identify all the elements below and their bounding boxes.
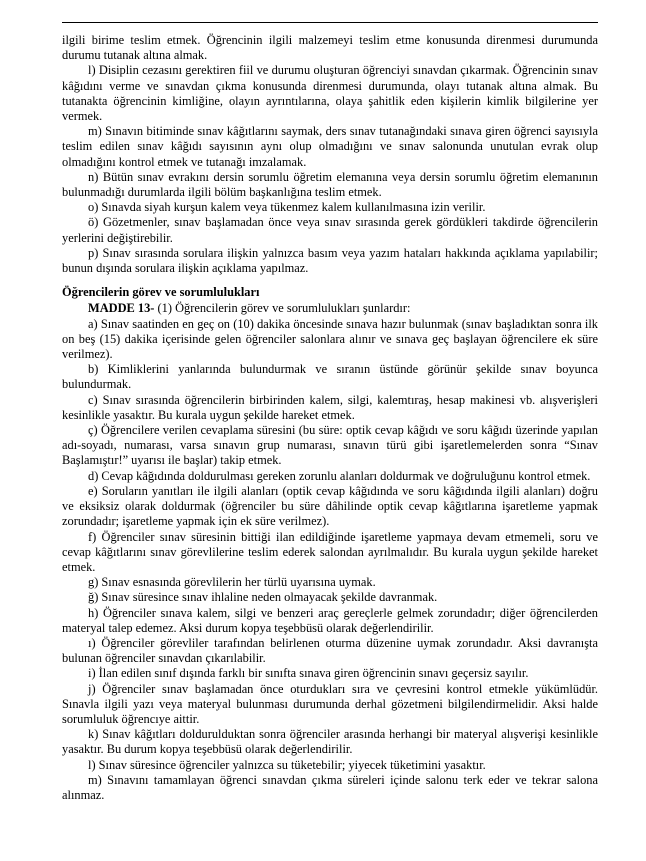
madde-label: MADDE 13- [88, 301, 155, 316]
item-cc: ç) Öğrencilere verilen cevaplama süresini (bu süre: optik cevap kâğıdı ve soru kâğıdı üzerinde yapılan adı-soyadı, numarası, varsa sınavın grup numarası, sınavın türü gibi işaretlemelerden sonra “Sınav Başlamıştır!” uyarısı ile başlar) takip etmek. [62, 423, 598, 468]
item-i2: i) İlan edilen sınıf dışında farklı bir sınıfta sınava giren öğrencinin sınavı geçersiz sayılır. [88, 666, 529, 681]
paragraph-m: m) Sınavın bitiminde sınav kâğıtlarını saymak, ders sınav tutanağındaki sınava giren öğrenci sayısıyla teslim edilen sınav kâğıdı sayısının aynı olup olmadığını ve sınav salonunda unutulan evrak olup olmadığını kontrol etmek ve tutanağı imzalamak. [62, 124, 598, 169]
item-g: g) Sınav esnasında görevlilerin her türlü uyarısına uymak. [88, 575, 376, 590]
item-m: m) Sınavını tamamlayan öğrenci sınavdan çıkma süreleri içinde salonu terk eder ve tekrar salona alınmaz. [62, 772, 598, 802]
header-divider [62, 22, 598, 23]
item-c: c) Sınav sırasında öğrencilerin birbirinden kalem, silgi, kalemtıraş, hesap makinesi vb. alışverişleri kesinlikle yasaktır. Bu kurala uygun şekilde hareket etmek. [62, 392, 598, 422]
paragraph-n: n) Bütün sınav evrakını dersin sorumlu öğretim elemanına veya dersin sorumlu öğretim elemanının bulunmadığı durumlarda ilgili bölüm başkanlığına teslim etmek. [62, 169, 598, 200]
paragraph-p: p) Sınav sırasında sorulara ilişkin yalnızca basım veya yazım hataları hakkında açıklama yapılabilir; bunun dışında sorulara ilişkin açıklama yapılmaz. [62, 245, 598, 276]
item-e: e) Soruların yanıtları ile ilgili alanları (optik cevap kâğıdında ve soru kâğıdında ilgili alanları) doğru ve eksiksiz olarak doldurmak (öğrenciler bu süre dâhilinde optik cevap kâğıtlarına işaretleme yapmak zorundadır; işaretleme yapmak için ek süre verilmez). [62, 483, 598, 529]
item-gg: ğ) Sınav süresince sınav ihlaline neden olmayacak şekilde davranmak. [88, 590, 438, 605]
paragraph-l: l) Disiplin cezasını gerektiren fiil ve durumu oluşturan öğrenciyi sınavdan çıkarmak. Öğrencinin sınav kâğıdını verme ve sınavdan çıkma konusunda direnmesi durumunda, olayı tutanak altına almak. Bu tutanakta öğrencinin kimliğine, olayın ayrıntılarına, olaya şahitlik eden kişilerin kimlik bilgilerine yer vermek. [62, 63, 598, 124]
item-l: l) Sınav süresince öğrenciler yalnızca su tüketebilir; yiyecek tüketimini yasaktır. [88, 757, 486, 772]
section-heading: Öğrencilerin görev ve sorumlulukları [62, 285, 260, 300]
item-h: h) Öğrenciler sınava kalem, silgi ve benzeri araç gereçlerle gelmek zorundadır; diğer öğrencilerden materyal talep edemez. Aksi durum kopya teşebbüsü olarak değerlendirilir. [62, 605, 598, 635]
item-f: f) Öğrenciler sınav süresinin bittiği ilan edildiğinde işaretleme yapmaya devam etmemeli, soru ve cevap kâğıtlarını sınav görevlilerine teslim ederek salondan ayrılmalıdır. Bu kurala uygun şekilde hareket etmek. [62, 529, 598, 574]
item-d: d) Cevap kâğıdında doldurulması gereken zorunlu alanları doldurmak ve doğruluğunu kontrol etmek. [88, 468, 591, 483]
item-b: b) Kimliklerini yanlarında bulundurmak ve sıranın üstünde görünür şekilde sınav boyunca bulundurmak. [62, 362, 598, 392]
paragraph-oo: ö) Gözetmenler, sınav başlamadan önce veya sınav sırasında gerek gördükleri takdirde öğrencilerin yerlerini değiştirebilir. [62, 215, 598, 245]
item-a: a) Sınav saatinden en geç on (10) dakika öncesinde sınava hazır bulunmak (sınav başladıktan sonra ilk on beş (15) dakika içerisinde gelen öğrenciler salonlara alınır ve sınava geç başlayan öğrencilere ek süre verilmez). [62, 316, 598, 362]
item-j: j) Öğrenciler sınav başlamadan önce oturdukları sıra ve çevresini kontrol etmekle yükümlüdür. Sınavla ilgili yazı veya materyal bulunması durumunda derhal gözetmeni bilgilendirmelidir. Aksi halde sorumluluk öğrencıye aittir. [62, 681, 598, 726]
paragraph-o: o) Sınavda siyah kurşun kalem veya tükenmez kalem kullanılmasına izin verilir. [88, 200, 486, 215]
item-k: k) Sınav kâğıtları doldurulduktan sonra öğrenciler arasında herhangi bir materyal alışverişi kesinlikle yasaktır. Bu durum kopya teşebbüsü olarak değerlendirilir. [62, 727, 598, 757]
madde-paragraph [62, 301, 598, 316]
item-i: ı) Öğrenciler görevliler tarafından belirlenen oturma düzenine uymak zorundadır. Aksi davranışta bulunan öğrenciler sınavdan çıkarılabilir. [62, 635, 598, 666]
madde-intro: (1) Öğrencilerin görev ve sorumlulukları şunlardır: [154, 301, 411, 316]
paragraph-intro: ilgili birime teslim etmek. Öğrencinin ilgili malzemeyi teslim etme konusunda direnmesi durumunda durumu tutanak altına almak. [62, 33, 598, 63]
